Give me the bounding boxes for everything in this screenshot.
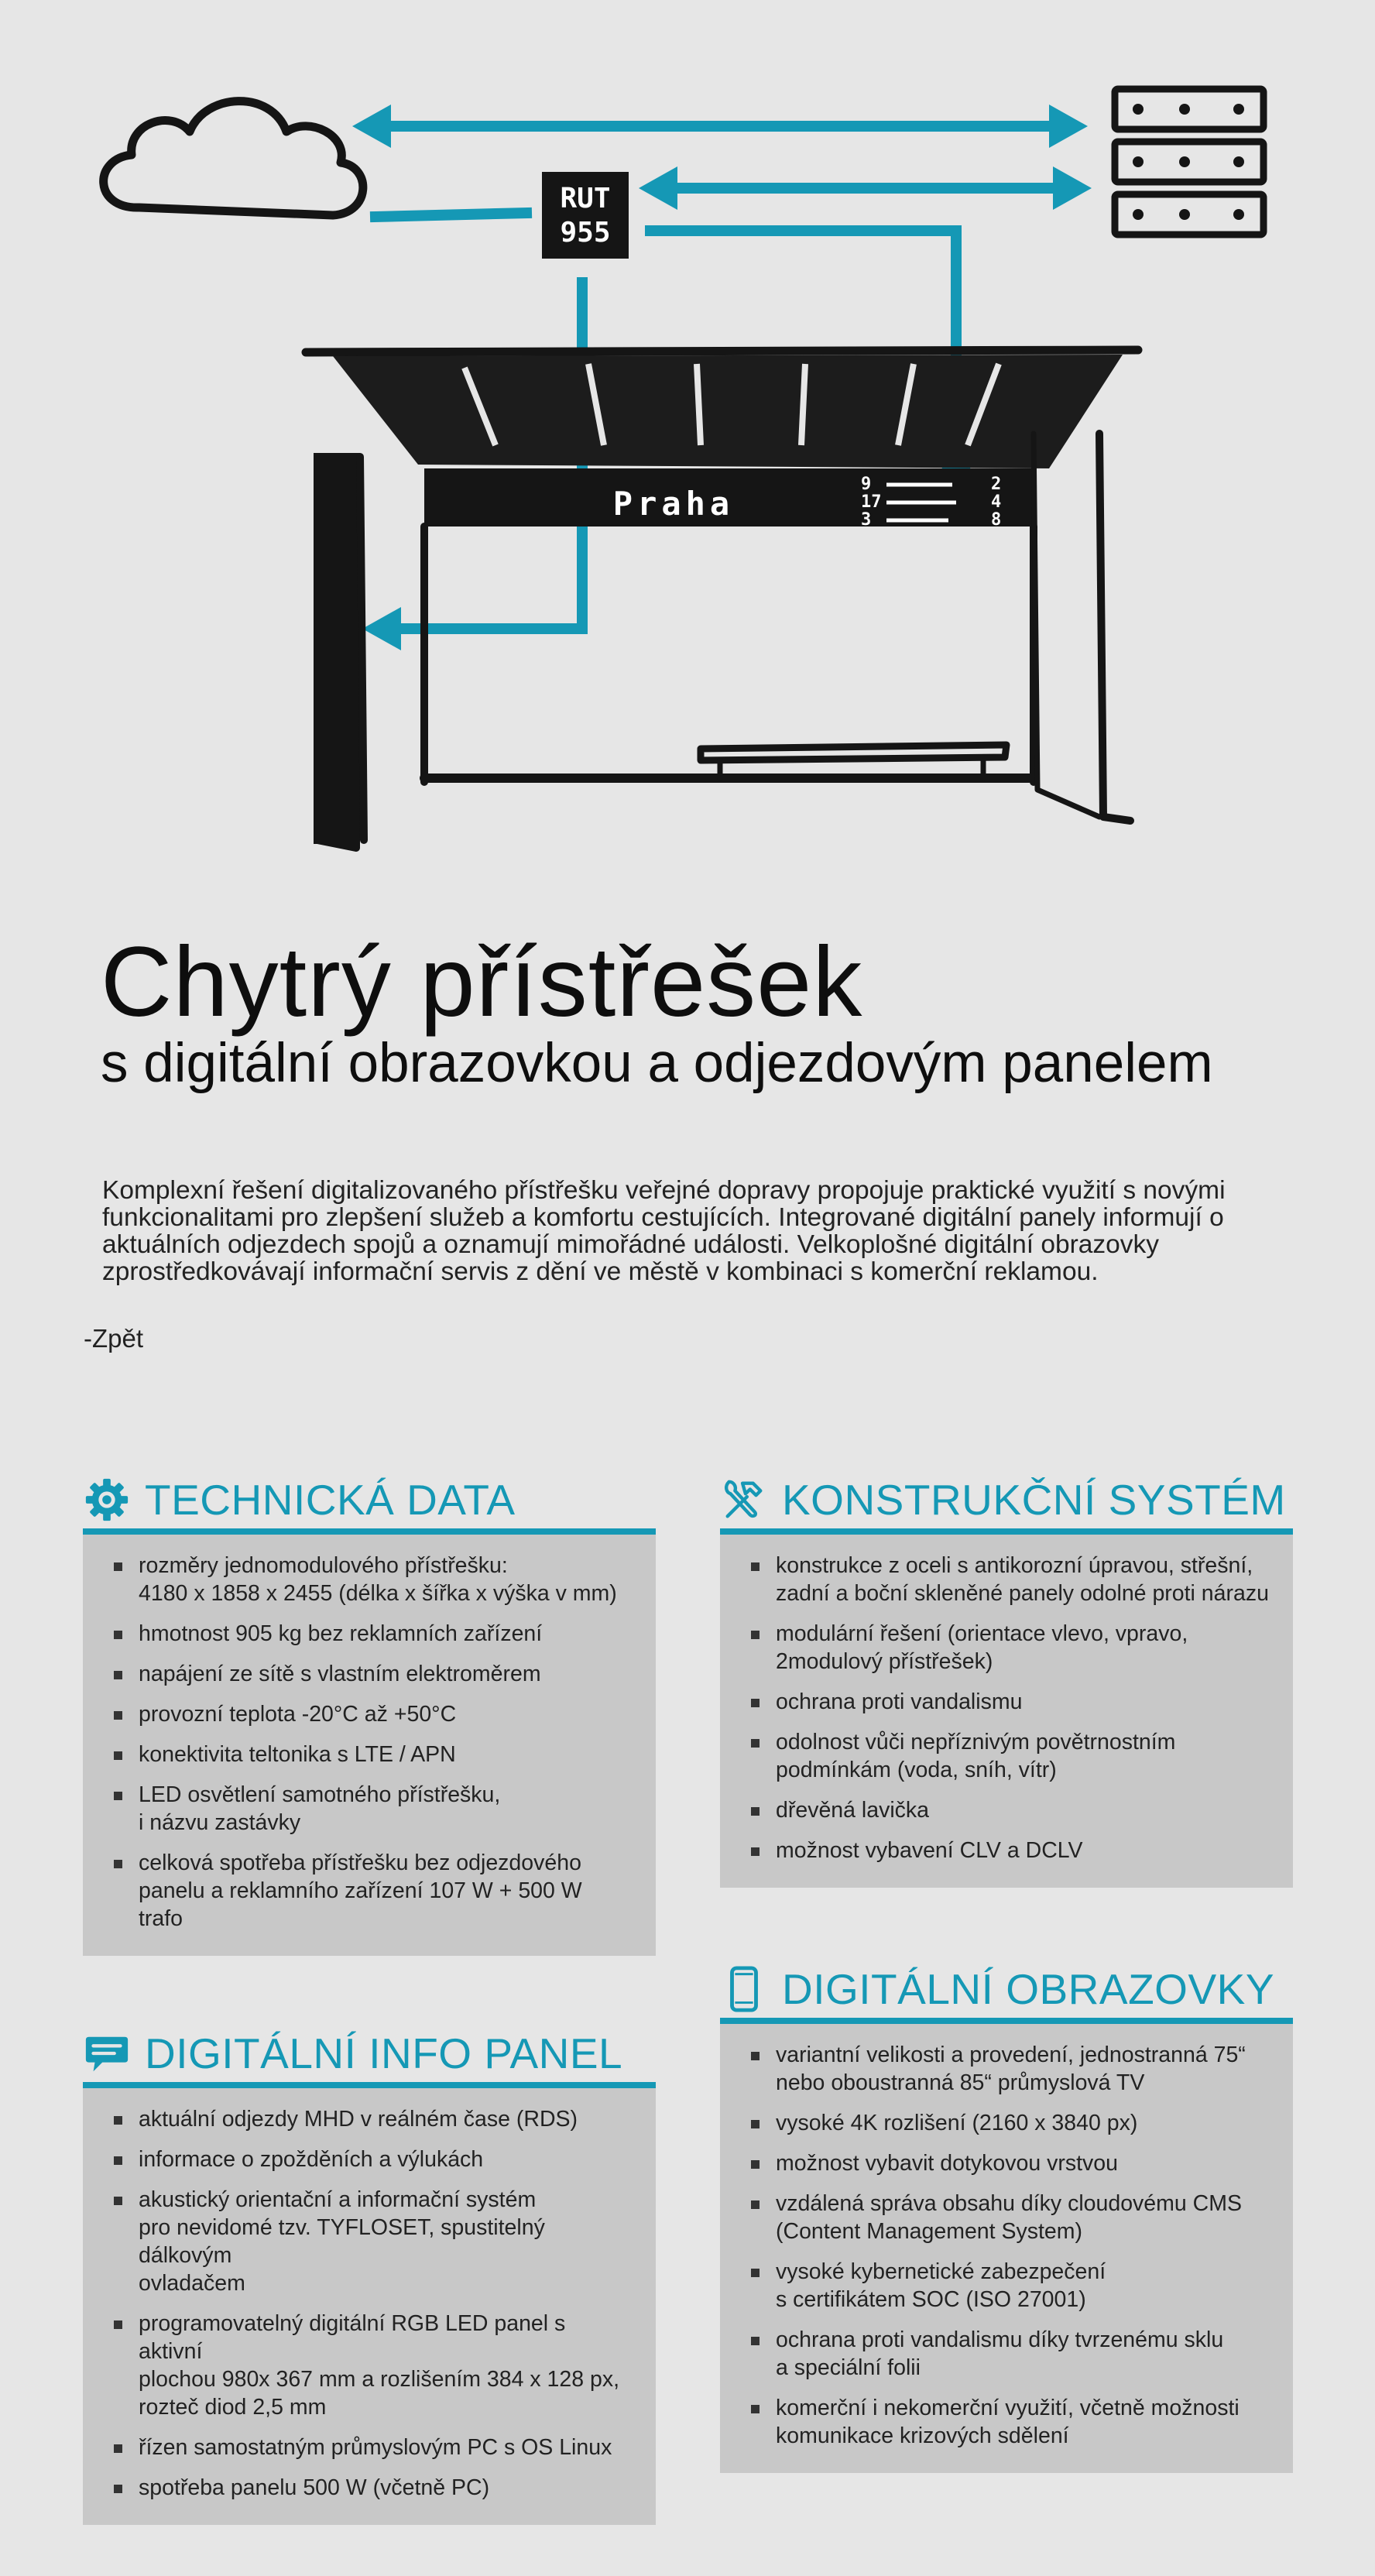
section-header xyxy=(720,1960,1293,2024)
list-item: komerční i nekomerční využití, včetně možnosti komunikace krizových sdělení xyxy=(749,2394,1270,2450)
shelter-drawing xyxy=(306,350,1138,848)
page-title: Chytrý přístřešek xyxy=(101,927,863,1038)
chat-icon xyxy=(83,2029,131,2077)
section-title: KONSTRUKČNÍ SYSTÉM xyxy=(782,1476,1286,1524)
list-item: aktuální odjezdy MHD v reálném čase (RDS) xyxy=(112,2105,633,2133)
departure-line: 9 xyxy=(861,475,872,494)
section-construction xyxy=(720,1471,1293,1888)
list-item: konektivita teltonika s LTE / APN xyxy=(112,1741,633,1768)
list-item: odolnost vůči nepříznivým povětrnostním podmínkám (voda, sníh, vítr) xyxy=(749,1728,1270,1784)
list-item: možnost vybavení CLV a DCLV xyxy=(749,1837,1270,1864)
item-list xyxy=(112,1552,633,1933)
item-list xyxy=(112,2105,633,2502)
list-item: vysoké kybernetické zabezpečení s certifikátem SOC (ISO 27001) xyxy=(749,2258,1270,2314)
list-item: spotřeba panelu 500 W (včetně PC) xyxy=(112,2474,633,2502)
list-item: celková spotřeba přístřešku bez odjezdového panelu a reklamního zařízení 107 W + 500 W trafo xyxy=(112,1849,633,1933)
cloud-icon xyxy=(104,101,363,215)
list-item: provozní teplota -20°C až +50°C xyxy=(112,1700,633,1728)
departure-line: 17 xyxy=(861,492,882,512)
list-item: LED osvětlení samotného přístřešku, i názvu zastávky xyxy=(112,1781,633,1837)
section-body xyxy=(83,1535,656,1956)
departure-minutes: 4 xyxy=(991,492,1002,512)
list-item: možnost vybavit dotykovou vrstvou xyxy=(749,2149,1270,2177)
router-label-line1: RUT xyxy=(560,183,611,214)
departure-minutes: 2 xyxy=(991,475,1002,494)
section-technical-data xyxy=(83,1471,656,1956)
section-header xyxy=(83,2025,656,2088)
departure-minutes: 8 xyxy=(991,510,1002,530)
list-item: hmotnost 905 kg bez reklamních zařízení xyxy=(112,1620,633,1648)
list-item: programovatelný digitální RGB LED panel s aktivní plochou 980x 367 mm a rozlišením 384 x 128 px, rozteč diod 2,5 mm xyxy=(112,2310,633,2421)
section-title: DIGITÁLNÍ INFO PANEL xyxy=(145,2029,623,2077)
list-item: konstrukce z oceli s antikorozní úpravou, střešní, zadní a boční skleněné panely odolné proti nárazu xyxy=(749,1552,1270,1607)
list-item: vzdálená správa obsahu díky cloudovému CMS (Content Management System) xyxy=(749,2190,1270,2245)
item-list xyxy=(749,2041,1270,2450)
intro-paragraph: Komplexní řešení digitalizovaného přístřešku veřejné dopravy propojuje praktické využití s novými funkcionalitami pro zlepšení služeb a komfortu cestujících. Integrované digitální panely informují o aktuálních odjezdech spojů a oznamují mimořádné události. Velkoplošné digitální obrazovky zprostředkovávají informační servis z dění ve městě v kombinaci s komerční reklamou. xyxy=(102,1176,1226,1286)
list-item: ochrana proti vandalismu xyxy=(749,1688,1270,1716)
list-item: řízen samostatným průmyslovým PC s OS Linux xyxy=(112,2434,633,2461)
page-subtitle: s digitální obrazovkou a odjezdovým panelem xyxy=(101,1033,1213,1094)
list-item: informace o zpožděních a výlukách xyxy=(112,2146,633,2173)
list-item: rozměry jednomodulového přístřešku: 4180 x 1858 x 2455 (délka x šířka x výška v mm) xyxy=(112,1552,633,1607)
list-item: ochrana proti vandalismu díky tvrzenému sklu a speciální folii xyxy=(749,2326,1270,2382)
section-info-panel xyxy=(83,2025,656,2525)
back-link[interactable]: -Zpět xyxy=(84,1324,144,1353)
tablet-icon xyxy=(720,1965,768,2013)
section-header xyxy=(720,1471,1293,1535)
section-screens xyxy=(720,1960,1293,2473)
shelter-sign: Praha xyxy=(612,485,735,523)
gear-icon xyxy=(83,1476,131,1524)
section-header xyxy=(83,1471,656,1535)
section-body xyxy=(720,2024,1293,2473)
list-item: napájení ze sítě s vlastním elektroměrem xyxy=(112,1660,633,1688)
tools-icon xyxy=(720,1476,768,1524)
router-icon xyxy=(542,172,629,259)
router-label-line2: 955 xyxy=(560,217,611,249)
item-list xyxy=(749,1552,1270,1864)
list-item: vysoké 4K rozlišení (2160 x 3840 px) xyxy=(749,2109,1270,2137)
list-item: akustický orientační a informační systém pro nevidomé tzv. TYFLOSET, spustitelný dálkovým ovladačem xyxy=(112,2186,633,2297)
server-stack-icon xyxy=(1115,89,1264,235)
shelter-illustration xyxy=(0,0,1375,883)
section-body xyxy=(83,2088,656,2525)
list-item: dřevěná lavička xyxy=(749,1796,1270,1824)
section-title: DIGITÁLNÍ OBRAZOVKY xyxy=(782,1965,1275,2013)
departure-line: 3 xyxy=(861,510,872,530)
list-item: modulární řešení (orientace vlevo, vpravo, 2modulový přístřešek) xyxy=(749,1620,1270,1676)
section-body xyxy=(720,1535,1293,1888)
list-item: variantní velikosti a provedení, jednostranná 75“ nebo oboustranná 85“ průmyslová TV xyxy=(749,2041,1270,2097)
section-title: TECHNICKÁ DATA xyxy=(145,1476,516,1524)
